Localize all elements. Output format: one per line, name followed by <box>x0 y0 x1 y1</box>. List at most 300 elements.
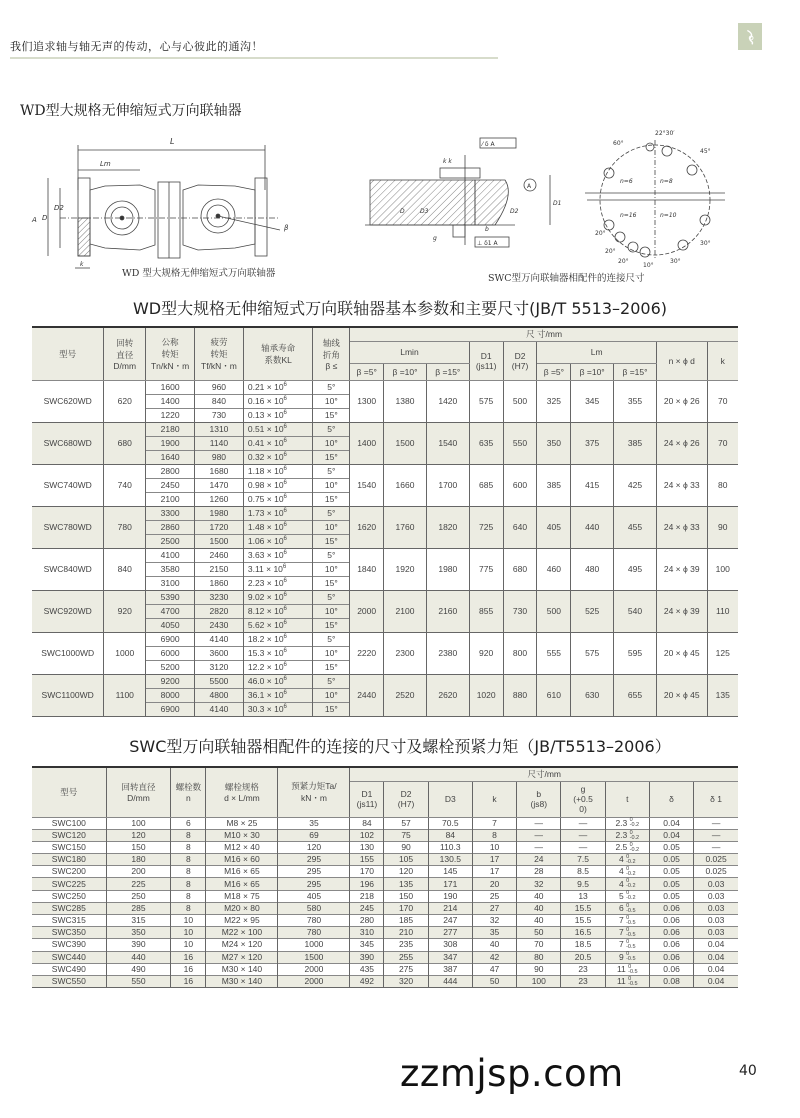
axis-angle-cell: 10° <box>313 562 350 576</box>
d2-cell: 600 <box>503 464 537 506</box>
lmin-cell: 1380 <box>384 380 427 422</box>
d2-cell: 680 <box>503 548 537 590</box>
lm-cell: 500 <box>537 590 571 632</box>
col-nominal-torque: 公称 转矩 Tn/kN・m <box>146 327 195 380</box>
t-cell: 7 0 -0.5 <box>605 915 649 927</box>
delta-cell: 0.06 <box>649 963 693 975</box>
lm-cell: 555 <box>537 632 571 674</box>
bearing-life-cell: $12.2 \times 10^6$ <box>243 660 313 674</box>
col-bearing-life: 轴承寿命 系数KL <box>243 327 313 380</box>
bolt-spec-cell: M8 × 25 <box>206 817 278 829</box>
model-cell: SWC840WD <box>32 548 104 590</box>
k-cell: 125 <box>707 632 738 674</box>
t-cell: 7 0 -0.5 <box>605 939 649 951</box>
rot-dia-cell: 550 <box>106 975 171 987</box>
svg-text:20°: 20° <box>595 230 606 237</box>
b-cell: 40 <box>517 890 561 902</box>
g-cell: 8.5 <box>561 866 605 878</box>
nxd-cell: 20 × ϕ 45 <box>656 632 707 674</box>
delta1-cell: 0.04 <box>694 963 738 975</box>
bearing-life-cell: $1.06 \times 10^6$ <box>243 534 313 548</box>
rot-dia-cell: 620 <box>104 380 146 422</box>
axis-angle-cell: 15° <box>313 618 350 632</box>
b-cell: 32 <box>517 878 561 890</box>
fatigue-torque-cell: 2150 <box>195 562 244 576</box>
t-cell: 2.3 0 -0.2 <box>605 829 649 841</box>
d1-cell: 635 <box>469 422 503 464</box>
page-number: 40 <box>739 1063 757 1079</box>
col-model: 型号 <box>32 767 106 817</box>
model-cell: SWC180 <box>32 854 106 866</box>
nominal-torque-cell: 2180 <box>146 422 195 436</box>
d3-cell: 387 <box>428 963 472 975</box>
model-cell: SWC780WD <box>32 506 104 548</box>
bolt-spec-cell: M20 × 80 <box>206 902 278 914</box>
k-cell: 50 <box>472 975 516 987</box>
fatigue-torque-cell: 1470 <box>195 478 244 492</box>
model-cell: SWC285 <box>32 902 106 914</box>
nominal-torque-cell: 1900 <box>146 436 195 450</box>
bearing-life-cell: $0.41 \times 10^6$ <box>243 436 313 450</box>
d2-cell: 500 <box>503 380 537 422</box>
d1-cell: 280 <box>350 915 384 927</box>
bearing-life-cell: $3.11 \times 10^6$ <box>243 562 313 576</box>
delta1-cell: 0.03 <box>694 890 738 902</box>
table-row <box>32 674 738 688</box>
bolt-count-cell: 8 <box>171 902 206 914</box>
axis-angle-cell: 5° <box>313 674 350 688</box>
fatigue-torque-cell: 1720 <box>195 520 244 534</box>
t-cell: 11 0 -0.5 <box>605 975 649 987</box>
k-cell: 35 <box>472 927 516 939</box>
axis-angle-cell: 10° <box>313 688 350 702</box>
d2-cell: 105 <box>384 854 428 866</box>
nominal-torque-cell: 9200 <box>146 674 195 688</box>
b-cell: 70 <box>517 939 561 951</box>
nominal-torque-cell: 5200 <box>146 660 195 674</box>
bearing-life-cell: $36.1 \times 10^6$ <box>243 688 313 702</box>
model-cell: SWC350 <box>32 927 106 939</box>
rot-dia-cell: 920 <box>104 590 146 632</box>
lm-cell: 355 <box>614 380 657 422</box>
b-cell: 100 <box>517 975 561 987</box>
rot-dia-cell: 840 <box>104 548 146 590</box>
nominal-torque-cell: 2860 <box>146 520 195 534</box>
d1-cell: 345 <box>350 939 384 951</box>
bolt-spec-cell: M16 × 65 <box>206 866 278 878</box>
col-d3: D3 <box>428 781 472 817</box>
bolt-count-cell: 10 <box>171 927 206 939</box>
nominal-torque-cell: 6900 <box>146 632 195 646</box>
lmin-cell: 2620 <box>426 674 469 716</box>
k-cell: 70 <box>707 380 738 422</box>
d1-cell: 245 <box>350 902 384 914</box>
table1-title: WD型大规格无伸缩短式万向联轴器基本参数和主要尺寸(JB/T 5513–2006) <box>132 299 667 318</box>
axis-angle-cell: 10° <box>313 604 350 618</box>
svg-text:D2: D2 <box>510 208 519 215</box>
d1-cell: 218 <box>350 890 384 902</box>
swc-connection-table <box>32 766 738 988</box>
d3-cell: 347 <box>428 951 472 963</box>
wd-coupling-drawing <box>32 130 340 280</box>
g-cell: — <box>561 817 605 829</box>
col-model: 型号 <box>32 327 104 380</box>
bearing-life-cell: $0.16 \times 10^6$ <box>243 394 313 408</box>
k-cell: 80 <box>707 464 738 506</box>
col-g: g (+0.5 0) <box>561 781 605 817</box>
svg-text:45°: 45° <box>700 148 711 155</box>
t-cell: 2.3 0 -0.2 <box>605 817 649 829</box>
k-cell: 47 <box>472 963 516 975</box>
col-nxd: n × ϕ d <box>656 341 707 380</box>
svg-text:30°: 30° <box>700 240 711 247</box>
lm-cell: 575 <box>571 632 614 674</box>
bolt-spec-cell: M30 × 140 <box>206 963 278 975</box>
delta1-cell: 0.03 <box>694 878 738 890</box>
bearing-life-cell: $1.48 \times 10^6$ <box>243 520 313 534</box>
rot-dia-cell: 1100 <box>104 674 146 716</box>
col-axis-angle: 轴线 折角 β ≤ <box>313 327 350 380</box>
nominal-torque-cell: 1400 <box>146 394 195 408</box>
d3-cell: 110.3 <box>428 841 472 853</box>
rot-dia-cell: 1000 <box>104 632 146 674</box>
d2-cell: 880 <box>503 674 537 716</box>
model-cell: SWC620WD <box>32 380 104 422</box>
col-rot-dia: 回转 直径 D/mm <box>104 327 146 380</box>
fatigue-torque-cell: 4140 <box>195 632 244 646</box>
col-dimensions: 尺寸/mm <box>350 767 738 781</box>
delta-cell: 0.06 <box>649 902 693 914</box>
d3-cell: 247 <box>428 915 472 927</box>
section-title: WD型大规格无伸缩短式万向联轴器 <box>20 103 242 119</box>
t-cell: 4 0 -0.2 <box>605 854 649 866</box>
axis-angle-cell: 15° <box>313 408 350 422</box>
lm-cell: 385 <box>537 464 571 506</box>
lm-cell: 495 <box>614 548 657 590</box>
svg-text:n=10: n=10 <box>660 212 677 219</box>
d3-cell: 171 <box>428 878 472 890</box>
t-cell: 4 0 -0.2 <box>605 878 649 890</box>
bolt-spec-cell: M22 × 100 <box>206 927 278 939</box>
lm-cell: 325 <box>537 380 571 422</box>
col-bolt-count: 螺栓数 n <box>171 767 206 817</box>
d3-cell: 214 <box>428 902 472 914</box>
fatigue-torque-cell: 1500 <box>195 534 244 548</box>
d2-cell: 135 <box>384 878 428 890</box>
rot-dia-cell: 100 <box>106 817 171 829</box>
svg-text:10°: 10° <box>643 262 654 269</box>
rot-dia-cell: 350 <box>106 927 171 939</box>
model-cell: SWC740WD <box>32 464 104 506</box>
table-row <box>32 380 738 394</box>
nominal-torque-cell: 1640 <box>146 450 195 464</box>
d3-cell: 277 <box>428 927 472 939</box>
bearing-life-cell: $0.98 \times 10^6$ <box>243 478 313 492</box>
g-cell: 9.5 <box>561 878 605 890</box>
rot-dia-cell: 200 <box>106 866 171 878</box>
delta1-cell: 0.025 <box>694 866 738 878</box>
fatigue-torque-cell: 3600 <box>195 646 244 660</box>
table-row <box>32 902 738 914</box>
lmin-cell: 1620 <box>350 506 384 548</box>
d1-cell: 575 <box>469 380 503 422</box>
lmin-cell: 1300 <box>350 380 384 422</box>
model-cell: SWC1000WD <box>32 632 104 674</box>
g-cell: 20.5 <box>561 951 605 963</box>
delta1-cell: 0.04 <box>694 939 738 951</box>
svg-text:D: D <box>42 214 48 222</box>
d1-cell: 196 <box>350 878 384 890</box>
table-row <box>32 890 738 902</box>
rot-dia-cell: 250 <box>106 890 171 902</box>
preload-cell: 2000 <box>278 975 350 987</box>
svg-text:k: k <box>80 261 84 268</box>
col-dimensions: 尺 寸/mm <box>350 327 738 341</box>
bearing-life-cell: $5.62 \times 10^6$ <box>243 618 313 632</box>
svg-text:g: g <box>433 235 437 242</box>
fatigue-torque-cell: 1860 <box>195 576 244 590</box>
col-delta1: δ 1 <box>694 781 738 817</box>
bolt-count-cell: 8 <box>171 890 206 902</box>
fatigue-torque-cell: 3230 <box>195 590 244 604</box>
fatigue-torque-cell: 840 <box>195 394 244 408</box>
model-cell: SWC250 <box>32 890 106 902</box>
preload-cell: 580 <box>278 902 350 914</box>
d2-cell: 275 <box>384 963 428 975</box>
axis-angle-cell: 15° <box>313 702 350 716</box>
svg-text:22°30′: 22°30′ <box>655 130 675 137</box>
bolt-spec-cell: M16 × 60 <box>206 854 278 866</box>
d3-cell: 308 <box>428 939 472 951</box>
svg-text:β: β <box>284 224 289 232</box>
bolt-count-cell: 8 <box>171 854 206 866</box>
table-row <box>32 915 738 927</box>
preload-cell: 295 <box>278 854 350 866</box>
bearing-life-cell: $0.32 \times 10^6$ <box>243 450 313 464</box>
d1-cell: 1020 <box>469 674 503 716</box>
nominal-torque-cell: 1220 <box>146 408 195 422</box>
bolt-spec-cell: M10 × 30 <box>206 829 278 841</box>
fatigue-torque-cell: 960 <box>195 380 244 394</box>
bolt-count-cell: 6 <box>171 817 206 829</box>
col-k: k <box>707 341 738 380</box>
delta-cell: 0.05 <box>649 854 693 866</box>
preload-cell: 2000 <box>278 963 350 975</box>
bolt-spec-cell: M22 × 95 <box>206 915 278 927</box>
preload-cell: 1500 <box>278 951 350 963</box>
rot-dia-cell: 780 <box>104 506 146 548</box>
k-cell: 42 <box>472 951 516 963</box>
delta-cell: 0.06 <box>649 939 693 951</box>
fatigue-torque-cell: 1140 <box>195 436 244 450</box>
nominal-torque-cell: 6000 <box>146 646 195 660</box>
col-d2: D2 (H7) <box>503 341 537 380</box>
d3-cell: 190 <box>428 890 472 902</box>
nxd-cell: 24 × ϕ 33 <box>656 506 707 548</box>
axis-angle-cell: 15° <box>313 660 350 674</box>
fatigue-torque-cell: 1680 <box>195 464 244 478</box>
table-row <box>32 829 738 841</box>
g-cell: 15.5 <box>561 902 605 914</box>
lm-cell: 455 <box>614 506 657 548</box>
k-cell: 20 <box>472 878 516 890</box>
bolt-count-cell: 8 <box>171 866 206 878</box>
bearing-life-cell: $30.3 \times 10^6$ <box>243 702 313 716</box>
d1-cell: 725 <box>469 506 503 548</box>
b-cell: 90 <box>517 963 561 975</box>
rot-dia-cell: 680 <box>104 422 146 464</box>
d1-cell: 310 <box>350 927 384 939</box>
delta-cell: 0.04 <box>649 829 693 841</box>
preload-cell: 120 <box>278 841 350 853</box>
nominal-torque-cell: 4700 <box>146 604 195 618</box>
lm-cell: 440 <box>571 506 614 548</box>
svg-text:D: D <box>400 208 405 215</box>
axis-angle-cell: 15° <box>313 492 350 506</box>
axis-angle-cell: 10° <box>313 646 350 660</box>
b-cell: 80 <box>517 951 561 963</box>
col-d2: D2 (H7) <box>384 781 428 817</box>
table-row <box>32 841 738 853</box>
col-k: k <box>472 781 516 817</box>
model-cell: SWC920WD <box>32 590 104 632</box>
d3-cell: 84 <box>428 829 472 841</box>
g-cell: 15.5 <box>561 915 605 927</box>
nominal-torque-cell: 5390 <box>146 590 195 604</box>
bearing-life-cell: $0.21 \times 10^6$ <box>243 380 313 394</box>
table-row <box>32 939 738 951</box>
bolt-spec-cell: M30 × 140 <box>206 975 278 987</box>
axis-angle-cell: 5° <box>313 464 350 478</box>
svg-text:D1: D1 <box>553 200 562 207</box>
delta-cell: 0.06 <box>649 927 693 939</box>
table-row <box>32 927 738 939</box>
k-cell: 90 <box>707 506 738 548</box>
lmin-cell: 2220 <box>350 632 384 674</box>
nominal-torque-cell: 3300 <box>146 506 195 520</box>
preload-cell: 35 <box>278 817 350 829</box>
table-row <box>32 975 738 987</box>
lm-cell: 405 <box>537 506 571 548</box>
lmin-cell: 2000 <box>350 590 384 632</box>
rot-dia-cell: 225 <box>106 878 171 890</box>
lm-cell: 540 <box>614 590 657 632</box>
bearing-life-cell: $0.13 \times 10^6$ <box>243 408 313 422</box>
d1-cell: 920 <box>469 632 503 674</box>
nominal-torque-cell: 2100 <box>146 492 195 506</box>
d2-cell: 170 <box>384 902 428 914</box>
d2-cell: 550 <box>503 422 537 464</box>
table-row <box>32 464 738 478</box>
table-row <box>32 963 738 975</box>
lmin-cell: 1700 <box>426 464 469 506</box>
t-cell: 2.5 0 -0.2 <box>605 841 649 853</box>
fatigue-torque-cell: 1260 <box>195 492 244 506</box>
svg-text:b: b <box>485 226 489 233</box>
lmin-cell: 2380 <box>426 632 469 674</box>
d2-cell: 120 <box>384 866 428 878</box>
k-cell: 70 <box>707 422 738 464</box>
d3-cell: 444 <box>428 975 472 987</box>
axis-angle-cell: 15° <box>313 576 350 590</box>
col-lm: Lm <box>537 341 656 363</box>
b-cell: 24 <box>517 854 561 866</box>
d1-cell: 855 <box>469 590 503 632</box>
figure2-caption: SWC型万向联轴器相配件的连接尺寸 <box>488 273 645 284</box>
d1-cell: 155 <box>350 854 384 866</box>
rot-dia-cell: 180 <box>106 854 171 866</box>
d2-cell: 210 <box>384 927 428 939</box>
nxd-cell: 24 × ϕ 39 <box>656 590 707 632</box>
bearing-life-cell: $0.51 \times 10^6$ <box>243 422 313 436</box>
delta1-cell: 0.03 <box>694 915 738 927</box>
nominal-torque-cell: 4100 <box>146 548 195 562</box>
col-delta: δ <box>649 781 693 817</box>
connection-dimension-drawing <box>365 125 745 285</box>
lmin-cell: 1840 <box>350 548 384 590</box>
d2-cell: 185 <box>384 915 428 927</box>
col-d1: D1 (js11) <box>350 781 384 817</box>
d2-cell: 730 <box>503 590 537 632</box>
table-row <box>32 590 738 604</box>
bearing-life-cell: $18.2 \times 10^6$ <box>243 632 313 646</box>
t-cell: 11 0 -0.5 <box>605 963 649 975</box>
bearing-life-cell: $9.02 \times 10^6$ <box>243 590 313 604</box>
fatigue-torque-cell: 2460 <box>195 548 244 562</box>
d1-cell: 685 <box>469 464 503 506</box>
model-cell: SWC120 <box>32 829 106 841</box>
svg-text:⁄ δ A: ⁄ δ A <box>482 141 495 148</box>
b-cell: — <box>517 817 561 829</box>
lmin-cell: 1400 <box>350 422 384 464</box>
g-cell: 18.5 <box>561 939 605 951</box>
t-cell: 9 0 -0.5 <box>605 951 649 963</box>
d3-cell: 70.5 <box>428 817 472 829</box>
col-d1: D1 (js11) <box>469 341 503 380</box>
fatigue-torque-cell: 4140 <box>195 702 244 716</box>
k-cell: 100 <box>707 548 738 590</box>
delta1-cell: 0.03 <box>694 902 738 914</box>
nominal-torque-cell: 2450 <box>146 478 195 492</box>
bearing-life-cell: $2.23 \times 10^6$ <box>243 576 313 590</box>
b-cell: 40 <box>517 915 561 927</box>
t-cell: 7 0 -0.5 <box>605 927 649 939</box>
d2-cell: 640 <box>503 506 537 548</box>
bolt-spec-cell: M18 × 75 <box>206 890 278 902</box>
col-lm-b10: β =10° <box>571 363 614 380</box>
model-cell: SWC315 <box>32 915 106 927</box>
fatigue-torque-cell: 4800 <box>195 688 244 702</box>
d2-cell: 150 <box>384 890 428 902</box>
svg-text:⊥ δ1 A: ⊥ δ1 A <box>477 240 498 247</box>
axis-angle-cell: 10° <box>313 520 350 534</box>
lm-cell: 375 <box>571 422 614 464</box>
delta-cell: 0.05 <box>649 866 693 878</box>
table-row <box>32 878 738 890</box>
axis-angle-cell: 10° <box>313 436 350 450</box>
nxd-cell: 20 × ϕ 45 <box>656 674 707 716</box>
fatigue-torque-cell: 3120 <box>195 660 244 674</box>
bolt-count-cell: 10 <box>171 915 206 927</box>
nxd-cell: 24 × ϕ 33 <box>656 464 707 506</box>
k-cell: 110 <box>707 590 738 632</box>
d1-cell: 435 <box>350 963 384 975</box>
lmin-cell: 1540 <box>426 422 469 464</box>
lm-cell: 610 <box>537 674 571 716</box>
nominal-torque-cell: 1600 <box>146 380 195 394</box>
table-row <box>32 548 738 562</box>
b-cell: 50 <box>517 927 561 939</box>
